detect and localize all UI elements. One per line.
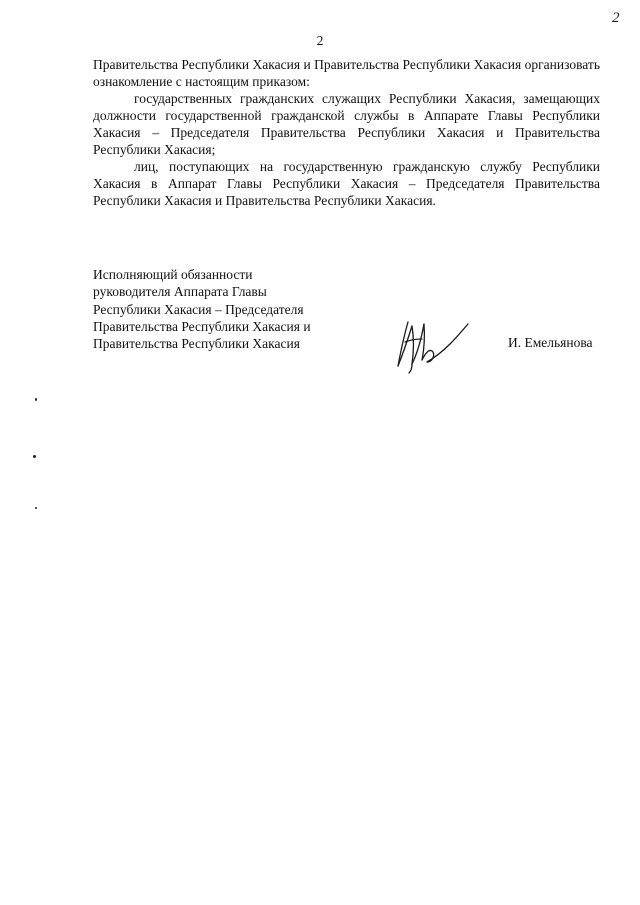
- signatory-position: [93, 266, 353, 352]
- signatory-line: Правительства Республики Хакасия и: [93, 318, 311, 334]
- signer-name: И. Емельянова: [508, 335, 593, 350]
- paragraph-continuation: Правительства Республики Хакасия и Правительства Республики Хакасия организовать ознакомление с настоящим приказом:: [93, 57, 600, 89]
- scan-speck: [35, 398, 37, 401]
- paragraph-civil-servants: государственных гражданских служащих Республики Хакасия, замещающих должности государственной гражданской службы в Аппарате Главы Республики Хакасия – Председателя Правительства Республики Хакасия и Правительства Республики Хакасия;: [93, 91, 600, 157]
- scan-speck: [35, 507, 37, 509]
- handwritten-page-mark: 2: [612, 10, 620, 26]
- signatory-line: Правительства Республики Хакасия: [93, 336, 300, 352]
- signatory-line: Исполняющий обязанности: [93, 267, 253, 282]
- page-number: 2: [316, 33, 324, 48]
- signatory-line: Республики Хакасия – Председателя: [93, 301, 304, 317]
- paragraph-applicants: лиц, поступающих на государственную гражданскую службу Республики Хакасия в Аппарат Главы Республики Хакасия – Председателя Правительства Республики Хакасия и Правительства Республики Хакасия.: [93, 159, 600, 208]
- scan-speck: [33, 455, 36, 458]
- body-text: [93, 56, 600, 209]
- signatory-line: руководителя Аппарата Главы: [93, 284, 267, 300]
- handwritten-signature: [392, 312, 472, 374]
